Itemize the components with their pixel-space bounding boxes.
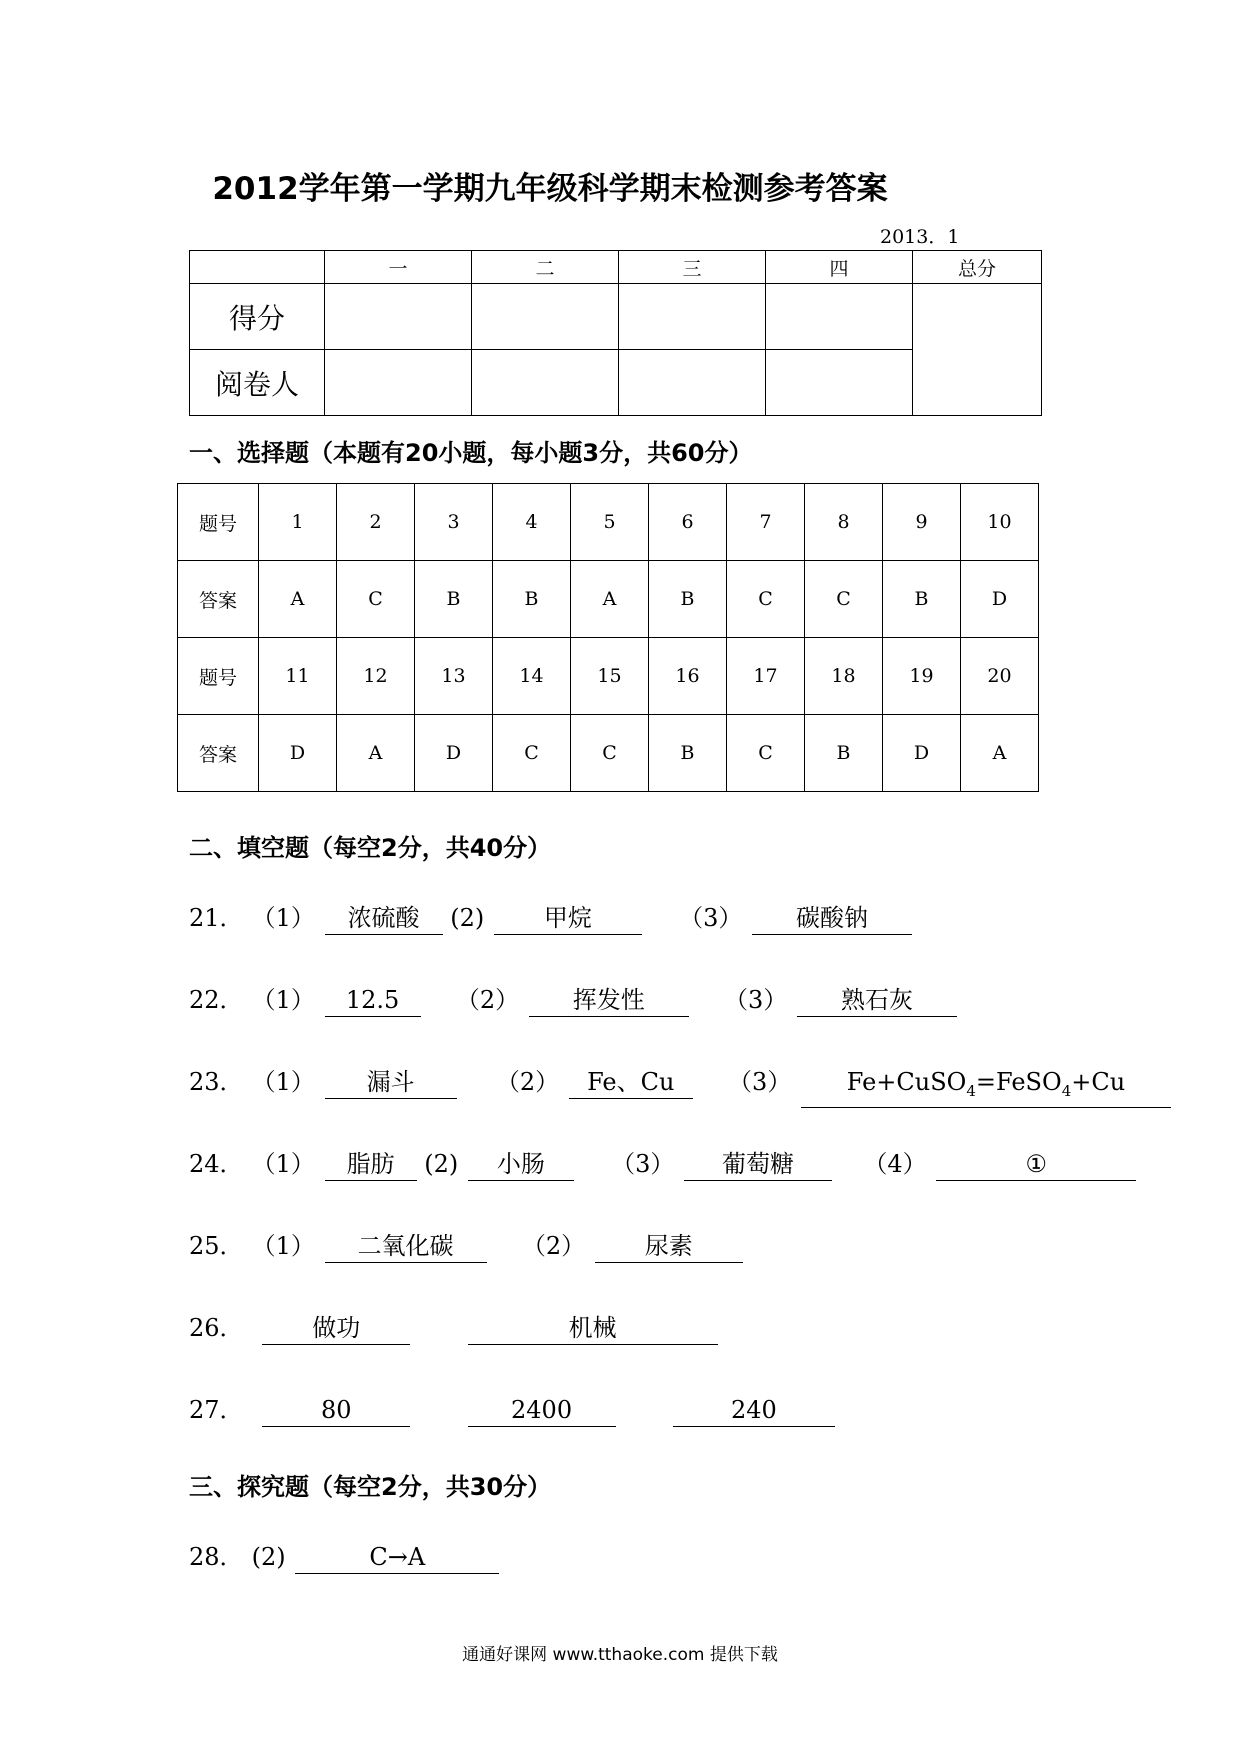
question-22 [189,980,957,1020]
total-score-cell [913,284,1042,416]
answer-cell: D [883,715,961,792]
part-label: （3） [611,1150,675,1178]
question-26 [189,1308,718,1348]
score-cell [619,284,766,350]
score-cell [766,284,913,350]
part-label: （1） [251,986,315,1014]
answer-blank: 脂肪 [325,1148,417,1181]
grader-cell [766,350,913,416]
answer-cell: C [493,715,571,792]
answer-blank: ① [936,1148,1136,1181]
part-label: （1） [251,1150,315,1178]
answer-blank: Fe、Cu [569,1066,693,1099]
question-number-cell: 7 [727,484,805,561]
question-number-row [178,638,1039,715]
answer-blank: 漏斗 [325,1066,457,1099]
question-28 [189,1537,499,1577]
score-row [190,284,1042,350]
answer-blank: 80 [262,1394,410,1427]
answer-row-label: 答案 [178,561,259,638]
answer-row [178,561,1039,638]
answer-blank: 12.5 [325,984,421,1017]
answer-row [178,715,1039,792]
part-label: (2) [424,1150,459,1178]
question-24 [189,1144,1136,1184]
part-label: （1） [251,1068,315,1096]
part-label: （3） [679,904,743,932]
answer-blank: 小肠 [468,1148,574,1181]
part-label: (2) [450,904,485,932]
part-label: （4） [863,1150,927,1178]
answer-cell: A [337,715,415,792]
question-25 [189,1226,743,1266]
answer-cell: A [259,561,337,638]
answer-cell: D [961,561,1039,638]
grader-cell [472,350,619,416]
grader-cell [619,350,766,416]
answer-cell: C [727,561,805,638]
question-number-cell: 12 [337,638,415,715]
score-header-cell: 一 [325,251,472,284]
question-number-cell: 9 [883,484,961,561]
part-label: （1） [251,904,315,932]
question-number: 21． [189,904,244,932]
question-number-cell: 17 [727,638,805,715]
question-number-cell: 15 [571,638,649,715]
answer-row-label: 答案 [178,715,259,792]
score-header-cell [190,251,325,284]
question-number: 28． [189,1543,244,1571]
answer-blank: 甲烷 [494,902,642,935]
section1-heading: 一、选择题（本题有20小题，每小题3分，共60分） [189,439,753,467]
question-number: 25． [189,1232,244,1260]
answer-cell: D [415,715,493,792]
question-number: 24． [189,1150,244,1178]
question-number-cell: 5 [571,484,649,561]
question-number-row-label: 题号 [178,484,259,561]
question-number-row [178,484,1039,561]
answer-blank: 葡萄糖 [684,1148,832,1181]
part-label: （3） [724,986,788,1014]
question-number: 27． [189,1396,244,1424]
grader-row-label: 阅卷人 [190,350,325,416]
part-label: （2） [521,1232,586,1260]
question-number-cell: 3 [415,484,493,561]
answer-blank: C→A [295,1541,499,1574]
section3-heading: 三、探究题（每空2分，共30分） [189,1473,552,1501]
question-number-cell: 16 [649,638,727,715]
answer-cell: C [337,561,415,638]
part-label: （2） [495,1068,560,1096]
answer-blank: 2400 [468,1394,616,1427]
answer-cell: B [415,561,493,638]
score-header-cell: 四 [766,251,913,284]
question-number-row-label: 题号 [178,638,259,715]
question-number-cell: 1 [259,484,337,561]
answer-blank: 机械 [468,1312,718,1345]
question-number: 26． [189,1314,244,1342]
answer-blank: 二氧化碳 [325,1230,487,1263]
question-number-cell: 4 [493,484,571,561]
answer-blank: 碳酸钠 [752,902,912,935]
question-number: 22． [189,986,244,1014]
score-table [189,250,1042,416]
answer-cell: A [961,715,1039,792]
exam-date: 2013．1 [880,226,960,248]
part-label: （2） [455,986,520,1014]
score-header-cell: 三 [619,251,766,284]
footer-source: 通通好课网 www.tthaoke.com 提供下载 [462,1645,778,1665]
answer-cell: B [649,715,727,792]
score-table-header [190,251,1042,284]
answer-blank: 尿素 [595,1230,743,1263]
question-27 [189,1390,835,1430]
answer-cell: B [883,561,961,638]
answer-cell: C [571,715,649,792]
answer-blank: 做功 [262,1312,410,1345]
answer-blank: 浓硫酸 [325,902,443,935]
answer-cell: B [649,561,727,638]
question-21 [189,898,912,938]
answer-cell: C [805,561,883,638]
question-number-cell: 2 [337,484,415,561]
score-cell [325,284,472,350]
score-row-label: 得分 [190,284,325,350]
question-number-cell: 18 [805,638,883,715]
question-number-cell: 14 [493,638,571,715]
question-number-cell: 19 [883,638,961,715]
question-number-cell: 10 [961,484,1039,561]
part-label: （1） [251,1232,315,1260]
answer-blank: 240 [673,1394,835,1427]
page-title: 2012学年第一学期九年级科学期末检测参考答案 [212,171,888,207]
score-header-cell: 二 [472,251,619,284]
answer-cell: A [571,561,649,638]
part-label: （3） [728,1068,792,1096]
question-number-cell: 11 [259,638,337,715]
question-number-cell: 6 [649,484,727,561]
grader-cell [325,350,472,416]
answer-cell: B [805,715,883,792]
question-number-cell: 8 [805,484,883,561]
answer-blank: 挥发性 [529,984,689,1017]
question-number-cell: 20 [961,638,1039,715]
answer-blank: 熟石灰 [797,984,957,1017]
multiple-choice-answer-table [177,483,1039,792]
answer-cell: B [493,561,571,638]
score-cell [472,284,619,350]
answer-cell: D [259,715,337,792]
question-number-cell: 13 [415,638,493,715]
part-label: (2) [251,1543,286,1571]
question-number: 23． [189,1068,244,1096]
question-23 [189,1062,1171,1102]
answer-cell: C [727,715,805,792]
chemical-equation-blank: Fe+CuSO$_4$=FeSO$_4$+Cu [801,1066,1171,1108]
score-header-cell: 总分 [913,251,1042,284]
section2-heading: 二、填空题（每空2分，共40分） [189,834,552,862]
